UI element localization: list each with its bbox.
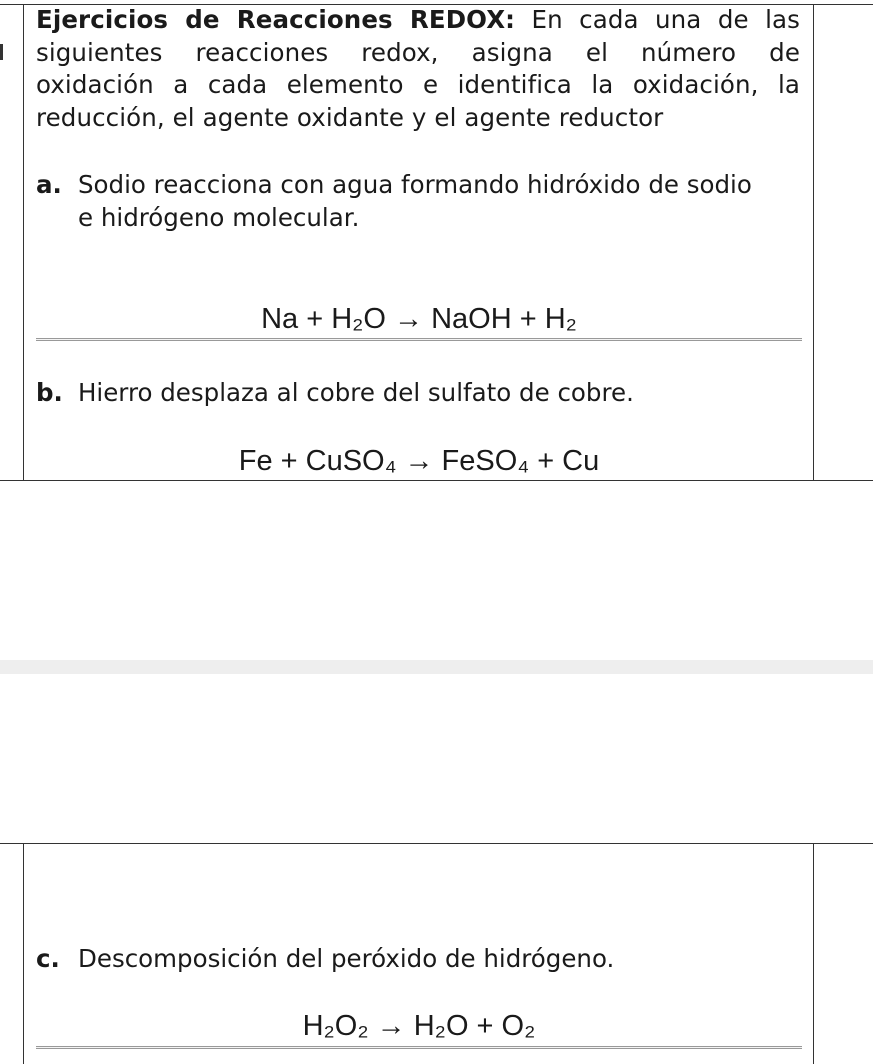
instructions-heading: Ejercicios de Reacciones REDOX:	[36, 5, 516, 34]
exercise-a	[36, 169, 806, 235]
instructions-text-line4: reducción, el agente oxidante y el agente reductor	[36, 102, 664, 132]
exercise-b	[36, 377, 806, 410]
page-separator	[0, 660, 873, 674]
instructions-text-line3: oxidación a cada elemento e identifica la oxidación, la	[36, 70, 800, 99]
document-page-1	[0, 0, 873, 481]
exercise-b-equation: Fe + CuSO₄ → FeSO₄ + Cu	[238, 445, 600, 477]
exercise-a-answer-line	[36, 338, 802, 341]
instructions-text-line2: siguientes reacciones redox, asigna el número de	[36, 37, 800, 67]
exercise-b-description: Hierro desplaza al cobre del sulfato de cobre.	[78, 378, 634, 407]
exercise-c	[36, 943, 806, 976]
table-right-border	[813, 4, 814, 481]
exercise-c-answer-line	[36, 1046, 802, 1049]
table-left-border-2	[23, 843, 24, 1064]
instructions-paragraph	[36, 4, 800, 134]
exercise-a-equation: Na + H₂O → NaOH + H₂	[261, 303, 577, 335]
exercise-a-letter: a.	[36, 170, 62, 199]
exercise-a-description-line2: e hidrógeno molecular.	[78, 202, 360, 232]
table-top-border-2	[0, 843, 873, 844]
table-right-border-2	[813, 843, 814, 1064]
table-bottom-border	[0, 480, 873, 481]
table-left-border	[23, 4, 24, 481]
exercise-c-letter: c.	[36, 944, 60, 973]
exercise-c-description: Descomposición del peróxido de hidrógeno.	[78, 944, 615, 973]
exercise-b-letter: b.	[36, 378, 63, 407]
document-page-2	[0, 843, 873, 1064]
exercise-a-description-line1: Sodio reacciona con agua formando hidróxido de sodio	[78, 170, 752, 199]
exercise-c-equation: H₂O₂ → H₂O + O₂	[302, 1010, 536, 1042]
margin-marker	[0, 44, 3, 60]
instructions-text-line1: En cada una de las	[531, 5, 800, 34]
